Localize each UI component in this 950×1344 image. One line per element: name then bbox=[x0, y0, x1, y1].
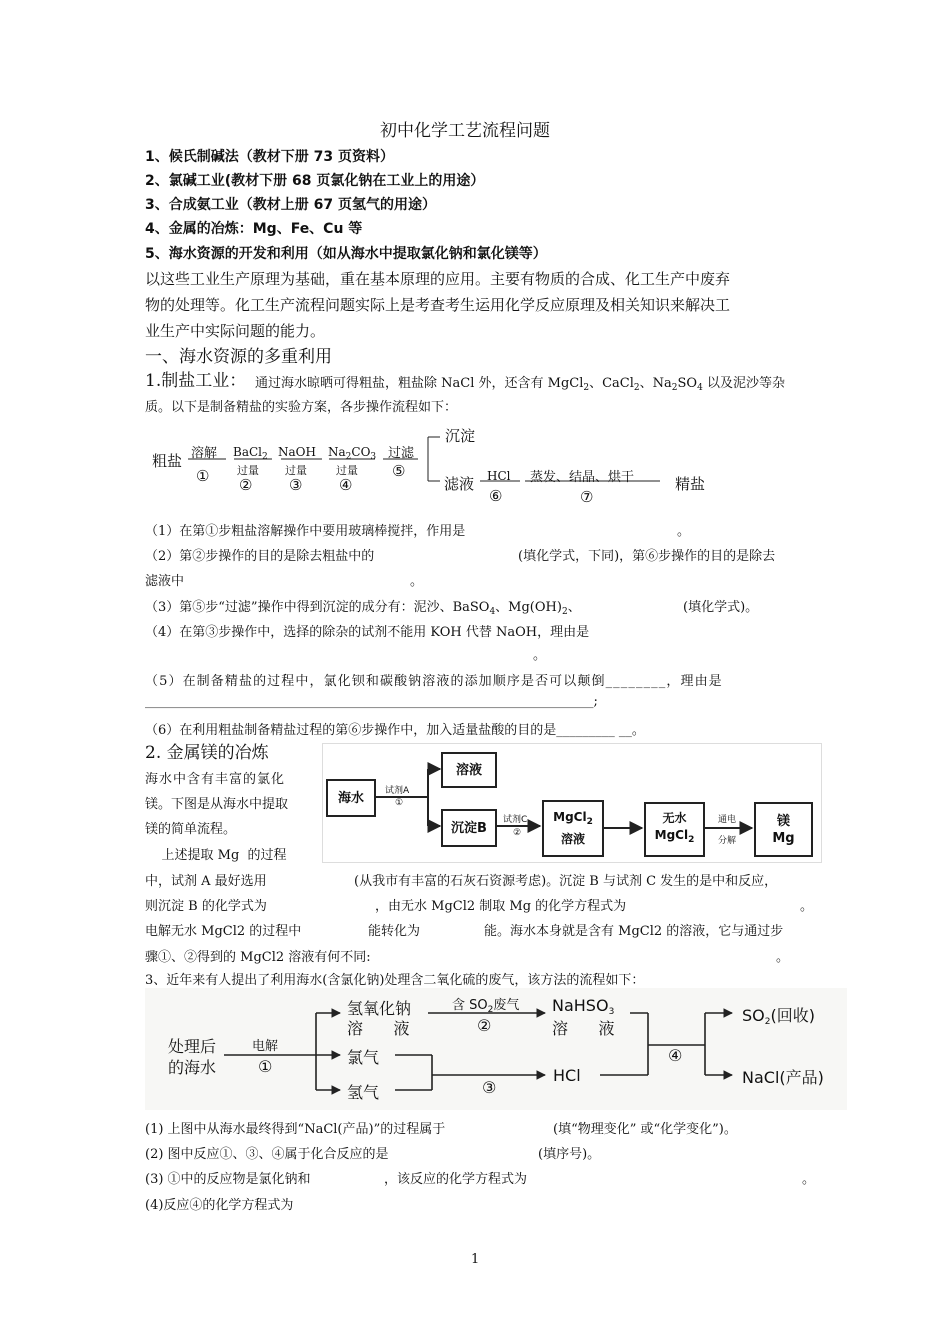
p2-line1a: 中，试剂 A 最好选用 bbox=[145, 874, 267, 889]
intro-para-1: 以这些工业生产原理为基础，重在基本原理的应用。主要有物质的合成、化工生产中废弃 bbox=[145, 270, 731, 288]
node-chlorine: 氯气 bbox=[347, 1048, 380, 1067]
box-precipitate-b: 沉淀B bbox=[441, 809, 497, 847]
flow-step3-label: NaOH bbox=[278, 445, 316, 459]
part2-side-3: 镁的简单流程。 bbox=[145, 822, 237, 837]
q1-3: （3）第⑤步“过滤”操作中得到沉淀的成分有：泥沙、BaSO$_4$、$Mg(OH)_2$、 bbox=[145, 600, 581, 617]
p2-line3c: 能。海水本身就是含有 MgCl2 的溶液，它与通过步 bbox=[484, 924, 784, 939]
flow-step2-label: BaCl$_2$ bbox=[233, 445, 268, 462]
node-treated-seawater-1: 处理后 bbox=[168, 1037, 217, 1056]
box-mgcl2-solution: MgCl$_2$ 溶液 bbox=[542, 800, 604, 857]
label-step-4: ④ bbox=[668, 1046, 683, 1065]
part2-heading: 2. 金属镁的冶炼 bbox=[145, 743, 269, 763]
q1-4: （4）在第③步操作中，选择的除杂的试剂不能用 KOH 代替 NaOH，理由是 bbox=[145, 625, 590, 640]
q1-3-end: (填化学式)。 bbox=[683, 600, 759, 615]
flow-step4-num: ④ bbox=[339, 476, 353, 494]
intro-item-3: 3、合成氨工业（教材上册 67 页氢气的用途） bbox=[145, 197, 436, 213]
flow-step4-label: $Na_2CO_3$ bbox=[328, 445, 377, 462]
section-heading-1: 一、海水资源的多重利用 bbox=[145, 347, 332, 367]
label-step2: ② bbox=[513, 828, 522, 838]
flow-step1-label: 溶解 bbox=[191, 446, 218, 461]
p2-line2b: ，由无水 MgCl2 制取 Mg 的化学方程式为 bbox=[375, 899, 627, 914]
flow-end-refined-salt: 精盐 bbox=[675, 475, 706, 493]
flow-step2-num: ② bbox=[239, 476, 253, 494]
label-electrolysis-1: 电解 bbox=[252, 1039, 279, 1054]
p3-q1b: (填“物理变化” 或“化学变化”)。 bbox=[553, 1122, 737, 1137]
part2-side-1: 海水中含有丰富的氯化 bbox=[145, 772, 286, 787]
label-reagent-c: 试剂C bbox=[503, 815, 528, 825]
label-step-1: ① bbox=[258, 1057, 273, 1076]
q1-2b: (填化学式，下同)，第⑥步操作的目的是除去 bbox=[518, 549, 776, 564]
intro-item-2: 2、氯碱工业(教材下册 68 页氯化钠在工业上的用途） bbox=[145, 173, 485, 189]
p3-q4: (4)反应④的化学方程式为 bbox=[145, 1198, 294, 1213]
q1-5b: _____________________________________________________________________; bbox=[145, 694, 598, 709]
part1-desc-line2: 质。以下是制备精盐的实验方案，各步操作流程如下： bbox=[145, 400, 458, 415]
flow-step5-num: ⑤ bbox=[392, 462, 406, 480]
p3-q3c: 。 bbox=[802, 1172, 816, 1187]
q1-2c: 滤液中 bbox=[145, 574, 185, 589]
p2-line4b: 。 bbox=[776, 950, 790, 965]
node-hcl: HCl bbox=[553, 1066, 581, 1085]
label-step-3: ③ bbox=[482, 1078, 497, 1097]
box-seawater: 海水 bbox=[326, 779, 376, 817]
node-nacl-product: NaCl(产品) bbox=[742, 1068, 824, 1087]
node-naoh-1: 氢氧化钠 bbox=[347, 999, 412, 1018]
box-solution: 溶液 bbox=[441, 752, 497, 788]
flow-step7-label: 蒸发、结晶、烘干 bbox=[530, 470, 635, 485]
part2-side-4: 上述提取 Mg 的过程 bbox=[145, 848, 287, 863]
part1-heading: 1.制盐工业： bbox=[145, 371, 247, 391]
flow-step7-num: ⑦ bbox=[580, 488, 594, 506]
q1-1: （1）在第①步粗盐溶解操作中要用玻璃棒搅拌，作用是 bbox=[145, 524, 466, 539]
p2-line4a: 骤①、②得到的 MgCl2 溶液有何不同: bbox=[145, 950, 371, 965]
intro-item-1: 1、候氏制碱法（教材下册 73 页资料） bbox=[145, 149, 394, 165]
p3-q2b: (填序号)。 bbox=[538, 1147, 601, 1162]
page-title: 初中化学工艺流程问题 bbox=[380, 121, 550, 141]
intro-item-4: 4、金属的冶炼：Mg、Fe、Cu 等 bbox=[145, 221, 363, 237]
box-magnesium: 镁 Mg bbox=[754, 802, 813, 857]
intro-para-3: 业生产中实际问题的能力。 bbox=[145, 322, 326, 340]
flow-step6-num: ⑥ bbox=[489, 487, 503, 505]
q1-5a: （5）在制备精盐的过程中，氯化钡和碳酸钠溶液的添加顺序是否可以颠倒________，理由是 bbox=[145, 674, 723, 689]
p2-line3a: 电解无水 MgCl2 的过程中 bbox=[145, 924, 302, 939]
node-naoh-2: 溶 液 bbox=[347, 1019, 410, 1038]
p2-line2a: 则沉淀 B 的化学式为 bbox=[145, 899, 267, 914]
flow-start-crude-salt: 粗盐 bbox=[152, 452, 183, 470]
intro-item-5: 5、海水资源的开发和利用（如从海水中提取氯化钠和氯化镁等） bbox=[145, 246, 547, 262]
node-hydrogen: 氢气 bbox=[347, 1083, 380, 1102]
label-so2-waste-gas: 含 $SO_2$废气 bbox=[452, 998, 520, 1015]
page-number: 1 bbox=[471, 1252, 480, 1267]
p3-q3a: (3) ①中的反应物是氯化钠和 bbox=[145, 1172, 311, 1187]
intro-para-2: 物的处理等。化工生产流程问题实际上是考查考生运用化学反应原理及相关知识来解决工 bbox=[145, 296, 731, 314]
flow-step3-excess: 过量 bbox=[285, 464, 307, 477]
p3-q3b: ，该反应的化学方程式为 bbox=[384, 1172, 528, 1187]
q1-6: （6）在利用粗盐制备精盐过程的第⑥步操作中，加入适量盐酸的目的是_________ __。 bbox=[145, 723, 645, 738]
part3-heading: 3、近年来有人提出了利用海水(含氯化钠)处理含二氧化硫的废气，该方法的流程如下： bbox=[145, 973, 645, 988]
q1-4-end: 。 bbox=[533, 648, 547, 663]
q1-2a: （2）第②步操作的目的是除去粗盐中的 bbox=[145, 549, 375, 564]
node-nahso3-2: 溶 液 bbox=[552, 1019, 615, 1038]
p2-line1b: (从我市有丰富的石灰石资源考虑)。沉淀 B 与试剂 C 发生的是中和反应， bbox=[354, 874, 778, 889]
q1-1-end: 。 bbox=[677, 524, 691, 539]
node-so2-recovery: $SO_2$(回收) bbox=[742, 1006, 815, 1027]
node-nahso3-1: NaHSO$_3$ bbox=[552, 996, 615, 1017]
label-reagent-a: 试剂A bbox=[385, 786, 410, 796]
q1-2-end: 。 bbox=[410, 574, 424, 589]
part2-side-2: 镁。下图是从海水中提取 bbox=[145, 797, 289, 812]
label-step-2: ② bbox=[477, 1016, 492, 1035]
p2-line2c: 。 bbox=[800, 899, 814, 914]
flow-step1-num: ① bbox=[196, 467, 210, 485]
flow-step3-num: ③ bbox=[289, 476, 303, 494]
label-decompose: 分解 bbox=[718, 836, 737, 846]
p2-line3b: 能转化为 bbox=[368, 924, 421, 939]
flow-step5-label: 过滤 bbox=[388, 446, 415, 461]
flow-filtrate: 滤液 bbox=[444, 475, 475, 493]
box-anhydrous-mgcl2: 无水 MgCl$_2$ bbox=[644, 802, 705, 857]
part1-desc-line1: 通过海水晾晒可得粗盐，粗盐除 NaCl 外，还含有 MgCl$_2$、CaCl$_2$、$Na_2SO_4$ 以及泥沙等杂 bbox=[255, 376, 785, 393]
label-step1: ① bbox=[395, 798, 404, 808]
flow-step4-excess: 过量 bbox=[336, 464, 358, 477]
flow-step6-label: HCl bbox=[487, 469, 511, 483]
p3-q1a: (1) 上图中从海水最终得到“NaCl(产品)”的过程属于 bbox=[145, 1122, 446, 1137]
node-treated-seawater-2: 的海水 bbox=[168, 1058, 217, 1077]
flow-step2-excess: 过量 bbox=[237, 464, 259, 477]
label-electrolysis: 通电 bbox=[718, 815, 737, 825]
p3-q2a: (2) 图中反应①、③、④属于化合反应的是 bbox=[145, 1147, 389, 1162]
flow-precipitate: 沉淀 bbox=[445, 427, 476, 445]
